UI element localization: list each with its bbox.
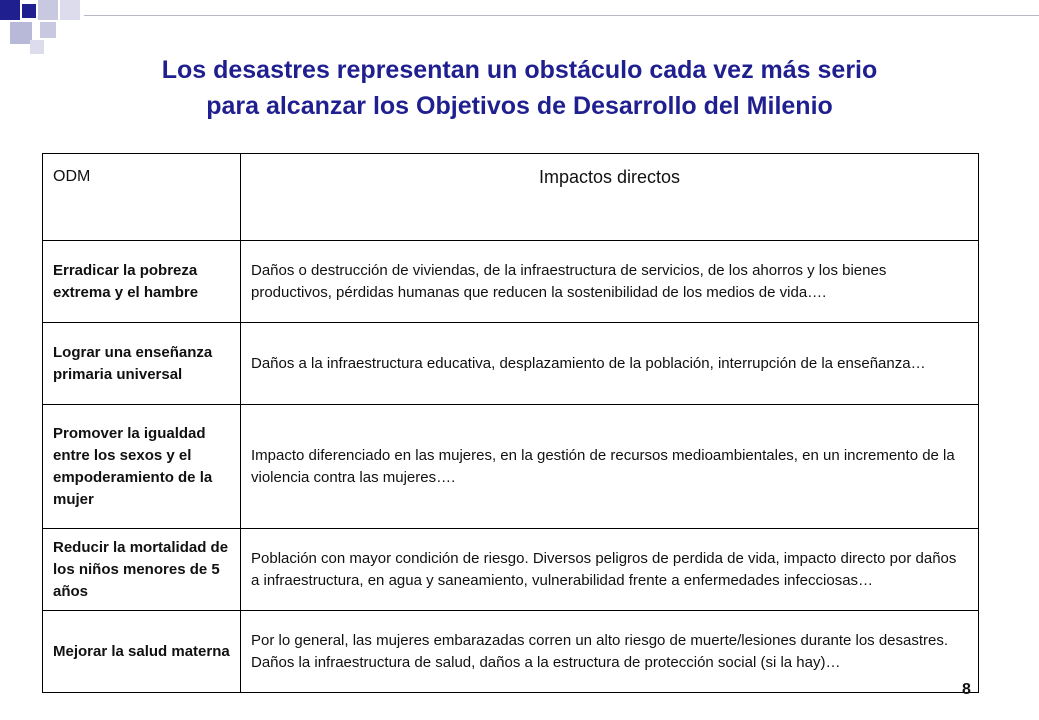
header-odm: ODM — [43, 154, 241, 241]
slide-title — [0, 52, 1039, 124]
goal-cell: Mejorar la salud materna — [43, 611, 241, 693]
impact-cell: Por lo general, las mujeres embarazadas corren un alto riesgo de muerte/lesiones durante los desastres. Daños la infraestructura de salud, daños a la estructura de protección social (si la hay)… — [241, 611, 979, 693]
goal-cell: Erradicar la pobreza extrema y el hambre — [43, 241, 241, 323]
goal-cell: Reducir la mortalidad de los niños menores de 5 años — [43, 529, 241, 611]
goal-cell: Lograr una enseñanza primaria universal — [43, 323, 241, 405]
decorative-square — [60, 0, 80, 20]
decorative-square — [10, 22, 32, 44]
decorative-square — [22, 4, 36, 18]
impact-cell: Población con mayor condición de riesgo. Diversos peligros de perdida de vida, impacto directo por daños a infraestructura, en agua y saneamiento, vulnerabilidad frente a enfermedades infecciosas… — [241, 529, 979, 611]
decorative-square — [38, 0, 58, 20]
slide-title-line-2: para alcanzar los Objetivos de Desarrollo del Milenio — [206, 92, 833, 120]
page-number: 8 — [962, 681, 971, 698]
header-impacts: Impactos directos — [241, 154, 979, 241]
table-row — [43, 611, 979, 693]
slide-title-line-1: Los desastres representan un obstáculo cada vez más serio — [161, 56, 878, 84]
impact-cell: Daños o destrucción de viviendas, de la infraestructura de servicios, de los ahorros y los bienes productivos, pérdidas humanas que reducen la sostenibilidad de los medios de vida…. — [241, 241, 979, 323]
decorative-square — [40, 22, 56, 38]
mdg-impacts-table — [42, 153, 979, 693]
header-rule — [84, 15, 1039, 16]
table-row — [43, 323, 979, 405]
table-row — [43, 529, 979, 611]
goal-cell: Promover la igualdad entre los sexos y el empoderamiento de la mujer — [43, 405, 241, 529]
table-row — [43, 241, 979, 323]
table-row — [43, 405, 979, 529]
impact-cell: Daños a la infraestructura educativa, desplazamiento de la población, interrupción de la enseñanza… — [241, 323, 979, 405]
impact-cell: Impacto diferenciado en las mujeres, en la gestión de recursos medioambientales, en un incremento de la violencia contra las mujeres…. — [241, 405, 979, 529]
table-header-row — [43, 154, 979, 241]
decorative-square — [0, 0, 20, 20]
